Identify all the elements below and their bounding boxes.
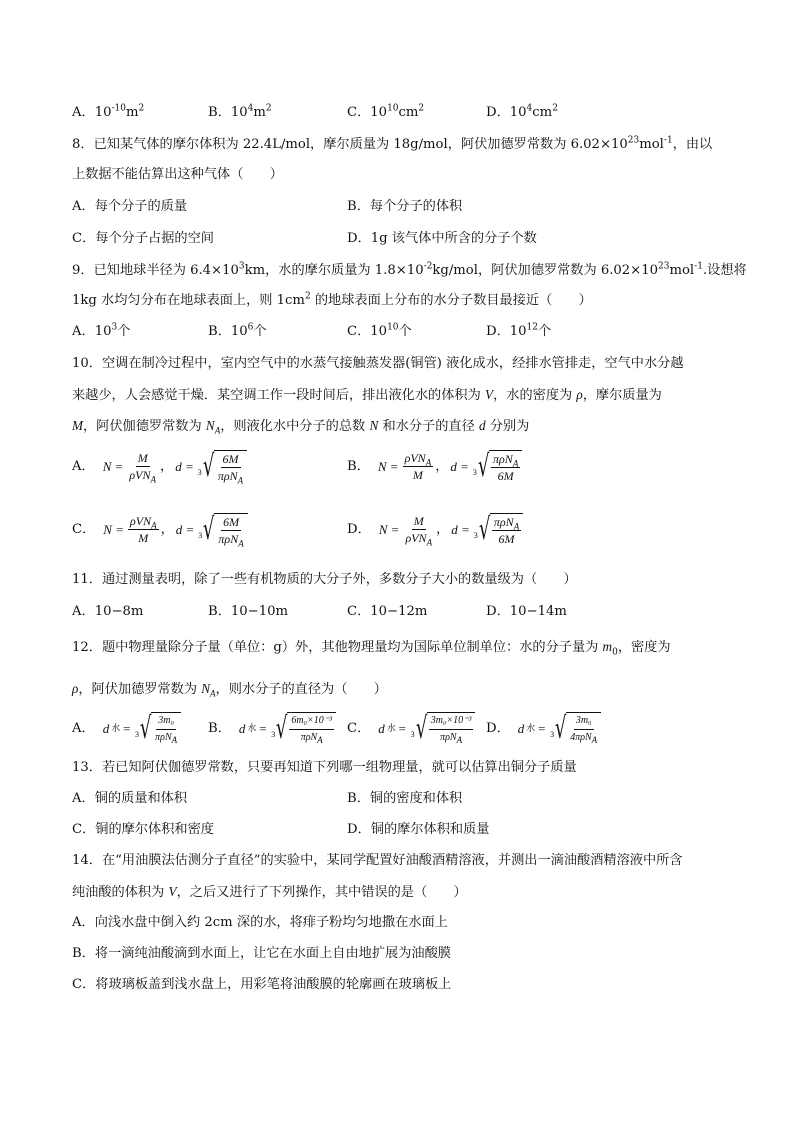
q10-option-a: A． N = $\frac{M}{\rho VN_A}$ ， d = 3 √ $\frac{6M}{\pi\rho N_A}$ xyxy=(72,450,247,483)
q14-stem-line1: 14．在“用油膜法估测分子直径”的实验中，某同学配置好油酸酒精溶液，并测出一滴油酸酒精溶液中所含 xyxy=(72,853,683,868)
q10-option-b: B． N = $\frac{\rho VN_A}{M}$ ， d = 3 √ $\frac{\pi\rho N_A}{6M}$ xyxy=(347,450,522,483)
q13-option-c: C．铜的摩尔体积和密度 xyxy=(72,822,214,837)
q12-option-c: C． d 水 = 3 √ $\frac{\text{3m₀×10⁻³}}{\pi\rho N_A}$ xyxy=(347,712,475,745)
cube-root: 3 √ $\frac{6M}{\pi\rho N_A}$ xyxy=(198,450,247,483)
q7-option-c: C．$10^{10}cm^2$ xyxy=(347,103,425,120)
q12-stem-line1: 12．题中物理量除分子量（单位：g）外，其他物理量均为国际单位制单位：水的分子量为 $m_0$，密度为 xyxy=(72,639,671,658)
q8-stem-line2: 上数据不能估算出这种气体（ ） xyxy=(72,167,283,182)
q7-option-b: B．$10^4m^2$ xyxy=(208,103,272,120)
q13-stem: 13．若已知阿伏伽德罗常数，只要再知道下列哪一组物理量，就可以估算出铜分子质量 xyxy=(72,760,577,775)
q8-option-d: D．1g 该气体中所含的分子个数 xyxy=(347,231,537,246)
fraction: $\frac{M}{\rho VN_A}$ xyxy=(129,451,157,485)
q9-option-c: C．$10^{10}$个 xyxy=(347,322,412,339)
q9-stem-line1: 9．已知地球半径为 $6.4\times 10^3km$，水的摩尔质量为 $1.8\times 10^{-2}kg$/mol，阿伏加德罗常数为 $6.02\times 10^{23}mol^{-1}$.设想将 xyxy=(72,261,747,278)
q9-option-d: D．$10^{12}$个 xyxy=(486,322,552,339)
q11-option-c: C．10−12m xyxy=(347,604,428,619)
q14-option-c: C．将玻璃板盖到浅水盘上，用彩笔将油酸膜的轮廓画在玻璃板上 xyxy=(72,977,452,992)
q8-option-a: A．每个分子的质量 xyxy=(72,199,188,214)
q9-option-b: B．$10^6$个 xyxy=(208,322,267,339)
q11-option-a: A．10−8m xyxy=(72,604,144,619)
q12-option-b: B． d 水 = 3 √ $\frac{\text{6m₀×10⁻³}}{\pi\rho N_A}$ xyxy=(208,712,336,745)
q14-stem-line2: 纯油酸的体积为 V，之后又进行了下列操作，其中错误的是（ ） xyxy=(72,884,467,900)
q9-option-a: A．$10^3$个 xyxy=(72,322,131,339)
q10-option-d: D． N = $\frac{M}{\rho VN_A}$ ， d = 3 √ $\frac{\pi\rho N_A}{6M}$ xyxy=(347,513,523,546)
q8-option-b: B．每个分子的体积 xyxy=(347,199,463,214)
q10-option-c: C． N = $\frac{\rho VN_A}{M}$ ， d = 3 √ $\frac{6M}{\pi\rho N_A}$ xyxy=(72,513,248,546)
q7-option-a: A．$10^{-10}m^2$ xyxy=(72,103,145,120)
q9-stem-line2: 1kg 水均匀分布在地球表面上，则 $1cm^2$ 的地球表面上分布的水分子数目最接近（ ） xyxy=(72,291,592,308)
q12-option-d: D． d 水 = 3 √ $\frac{\text{3m₀}}{4\pi\rho N_A}$ xyxy=(486,712,601,745)
q11-option-d: D．10−14m xyxy=(486,604,567,619)
q8-stem-line1: 8．已知某气体的摩尔体积为 22.4L/mol，摩尔质量为 18g/mol，阿伏加德罗常数为 $6.02\times 10^{23}mol^{-1}$，由以 xyxy=(72,135,713,152)
q10-stem-line2: 来越少，人会感觉干燥．某空调工作一段时间后，排出液化水的体积为 V，水的密度为 ρ，摩尔质量为 xyxy=(72,387,662,403)
q10-stem-line1: 10．空调在制冷过程中，室内空气中的水蒸气接触蒸发器(铜管) 液化成水，经排水管排走，空气中水分越 xyxy=(72,356,684,371)
q14-option-a: A．向浅水盘中倒入约 2cm 深的水，将痱子粉均匀地撒在水面上 xyxy=(72,915,448,930)
q13-option-d: D．铜的摩尔体积和质量 xyxy=(347,822,490,837)
q11-option-b: B．10−10m xyxy=(208,604,288,619)
q8-option-c: C．每个分子占据的空间 xyxy=(72,231,214,246)
q12-stem-line2: ρ，阿伏加德罗常数为 $N_A$，则水分子的直径为（ ） xyxy=(72,681,387,699)
q14-option-b: B．将一滴纯油酸滴到水面上，让它在水面上自由地扩展为油酸膜 xyxy=(72,946,451,961)
q10-stem-line3: M，阿伏伽德罗常数为 $N_A$，则液化水中分子的总数 N 和水分子的直径 d 分别为 xyxy=(72,418,530,436)
q13-option-a: A．铜的质量和体积 xyxy=(72,791,188,806)
q13-option-b: B．铜的密度和体积 xyxy=(347,791,463,806)
q11-stem: 11．通过测量表明，除了一些有机物质的大分子外，多数分子大小的数量级为（ ） xyxy=(72,572,577,587)
q7-option-d: D．$10^4cm^2$ xyxy=(486,103,558,120)
q12-option-a: A． d 水 = 3 √ $\frac{\text{3m₀}}{\pi\rho N_A}$ xyxy=(72,712,181,745)
